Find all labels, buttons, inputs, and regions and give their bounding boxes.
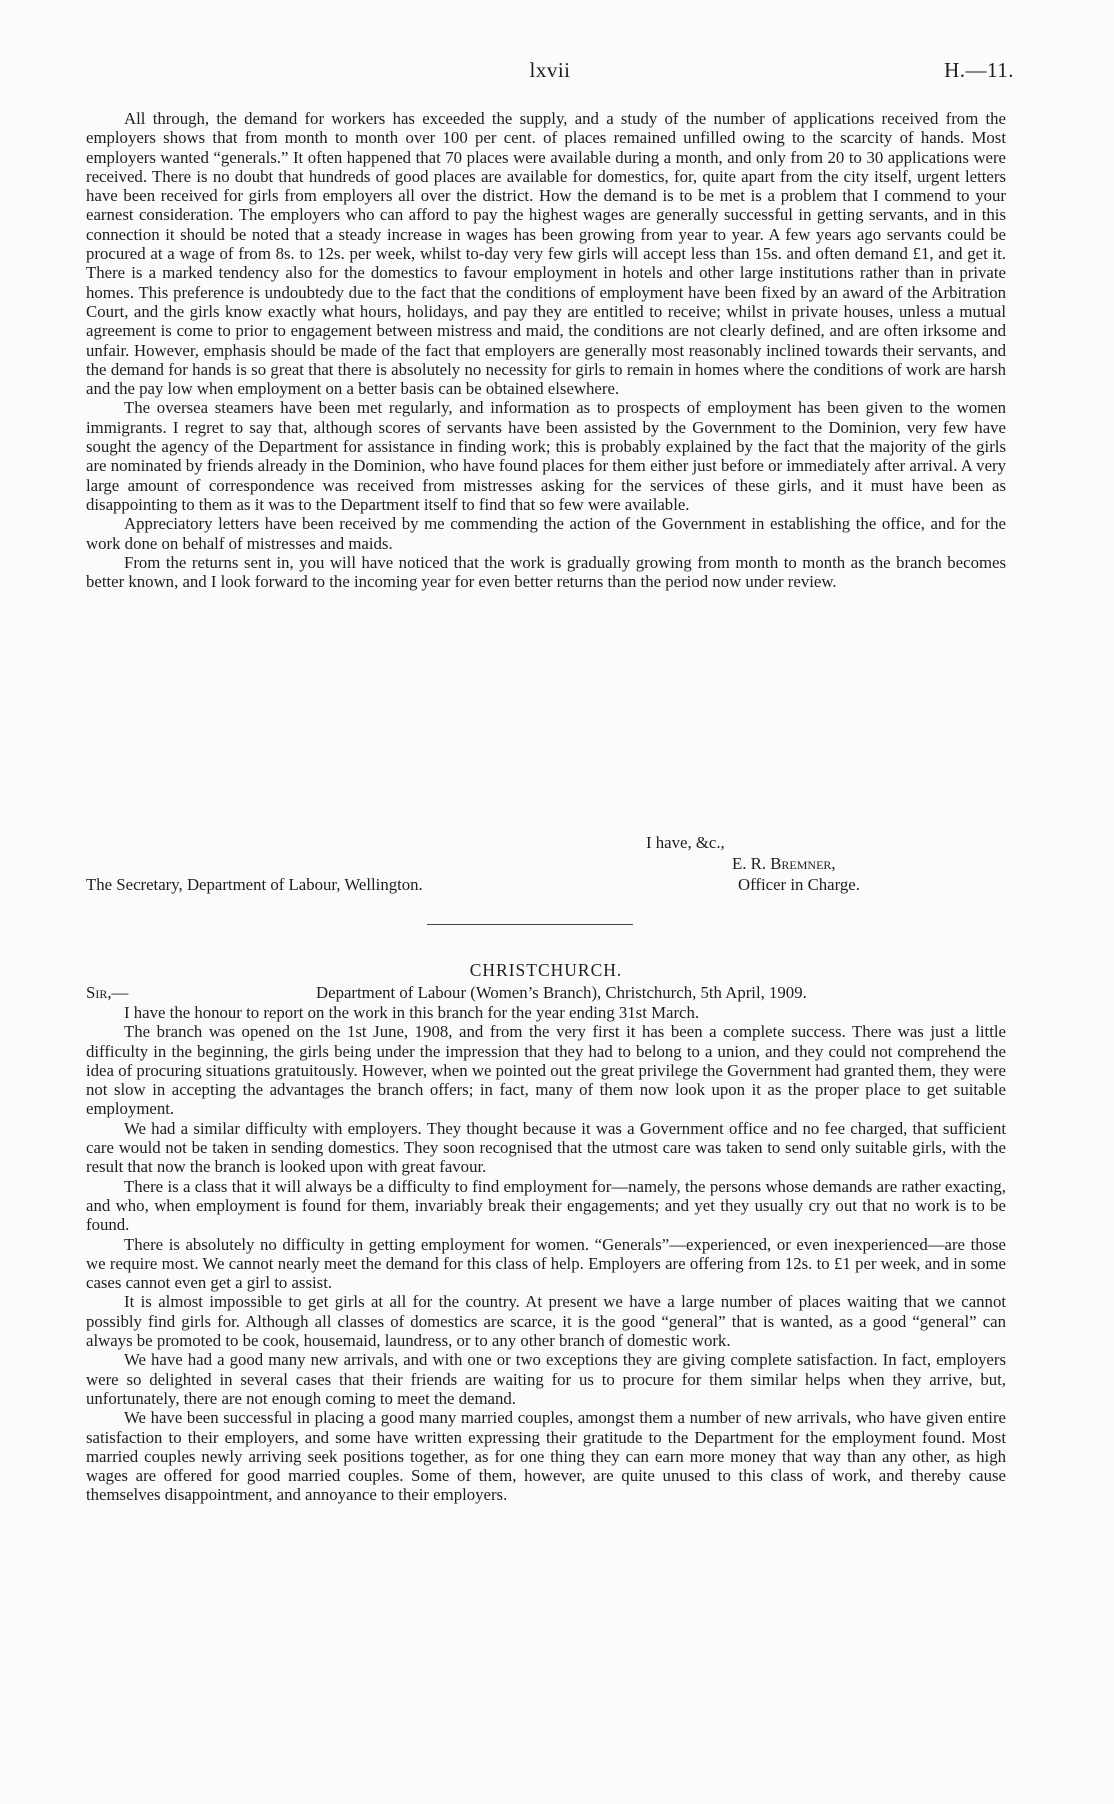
signer-title: Officer in Charge. [738, 875, 860, 894]
wellington-report-body [86, 109, 1006, 591]
page-number: lxvii [529, 58, 571, 82]
paragraph: We have been successful in placing a good many married couples, amongst them a number of new arrivals, who have given entire satisfaction to their employers, and some have written expressing their gratitude to the Department for the employment found. Most married couples newly arriving seek positions together, as for one thing they can earn more money that way than any other, as high wages are offered for good married couples. Some of them, however, are quite unused to this class of work, and thereby cause themselves disappointment, and annoyance to their employers. [86, 1408, 1006, 1505]
section-divider [427, 924, 633, 925]
salutation: Sir,— [86, 983, 129, 1002]
running-head [86, 58, 1014, 88]
paragraph: All through, the demand for workers has exceeded the supply, and a study of the number of applications received from the employers shows that from month to month over 100 per cent. of places remained unfilled owing to the scarcity of hands. Most employers wanted “generals.” It often happened that 70 places were available during a month, and only from 20 to 30 applications were received. There is no doubt that hundreds of good places are available for domestics, for, quite apart from the city itself, urgent letters have been received for girls from employers all over the district. How the demand is to be met is a problem that I commend to your earnest consideration. The employers who can afford to pay the highest wages are generally successful in getting servants, and in this connection it should be noted that a steady increase in wages has been growing from year to year. A few years ago servants could be procured at a wage of from 8s. to 12s. per week, whilst to-day very few girls will accept less than 15s. and often demand £1, and get it. There is a marked tendency also for the domestics to favour employment in hotels and other large institutions rather than in private homes. This preference is undoubtedy due to the fact that the conditions of employment have been fixed by an award of the Arbitration Court, and the girls know exactly what hours, holidays, and pay they are entitled to receive; whilst in private houses, unless a mutual agreement is come to prior to engagement between mistress and maid, the conditions are not clearly defined, and are often irksome and unfair. However, emphasis should be made of the fact that employers are generally most reasonably inclined towards their servants, and the demand for hands is so great that there is absolutely no necessity for girls to remain in homes where the conditions of work are harsh and the pay low when employment on a better basis can be obtained elsewhere. [86, 109, 1006, 399]
section-heading: CHRISTCHURCH. [469, 960, 623, 980]
signer-surname: Bremner, [770, 854, 836, 873]
dateline: Department of Labour (Women’s Branch), Christchurch, 5th April, 1909. [316, 983, 807, 1002]
paragraph: We had a similar difficulty with employers. They thought because it was a Government office and no fee charged, that sufficient care would not be taken in sending domestics. They soon recognised that the utmost care was taken to send only suitable girls, with the result that now the branch is looked upon with great favour. [86, 1118, 1006, 1177]
paragraph: Appreciatory letters have been received by me commending the action of the Government in establishing the office, and for the work done on behalf of mistresses and maids. [86, 514, 1006, 553]
paragraph: From the returns sent in, you will have noticed that the work is gradually growing from month to month as the branch becomes better known, and I look forward to the incoming year for even better returns than the period now under review. [86, 552, 1006, 592]
signer-initials: E. R. [732, 854, 771, 873]
paragraph: We have had a good many new arrivals, and with one or two exceptions they are giving complete satisfaction. In fact, employers were so delighted in several cases that their friends are waiting for us to procure for them similar helps when they arrive, but, unfortunately, there are not enough coming to meet the demand. [86, 1350, 1006, 1408]
paragraph: It is almost impossible to get girls at all for the country. At present we have a large number of places waiting that we cannot possibly find girls for. Although all classes of domestics are scarce, it is the good “general” that is wanted, as a good “general” can always be promoted to be cook, housemaid, laundress, or to any other branch of domestic work. [86, 1292, 1006, 1351]
document-reference: H.—11. [944, 58, 1014, 82]
paragraph: The branch was opened on the 1st June, 1908, and from the very first it has been a complete success. There was just a little difficulty in the beginning, the girls being under the impression that they had to belong to a union, and they could not comprehend the idea of procuring situations gratuitously. However, when we pointed out the great privilege the Government had granted them, they were not slow in accepting the advantages the branch offers; in fact, many of them now look upon it as the proper place to get suitable employment. [86, 1022, 1006, 1119]
closing-phrase: I have, &c., [646, 833, 725, 852]
paragraph: There is absolutely no difficulty in getting employment for women. “Generals”—experienced, or even inexperienced—are those we require most. We cannot nearly meet the demand for this class of help. Employers are offering from 12s. to £1 per week, and in some cases cannot even get a girl to assist. [86, 1234, 1006, 1293]
addressee: The Secretary, Department of Labour, Wellington. [86, 875, 423, 894]
paragraph: The oversea steamers have been met regularly, and information as to prospects of employment has been given to the women immigrants. I regret to say that, although scores of servants have been assisted by the Government to the Dominion, very few have sought the agency of the Department for assistance in finding work; this is probably explained by the fact that the majority of the girls are nominated by friends already in the Dominion, who have found places for them either just before or immediately after arrival. A very large amount of correspondence was received from mistresses asking for the services of these girls, and it must have been as disappointing to them as it was to the Department itself to find that so few were available. [86, 398, 1006, 514]
signer-name [732, 854, 836, 874]
paragraph: There is a class that it will always be a difficulty to find employment for—namely, the persons whose demands are rather exacting, and who, when employment is found for them, invariably break their engagements; and yet they usually cry out that no work is to be found. [86, 1176, 1006, 1235]
paragraph: I have the honour to report on the work in this branch for the year ending 31st March. [124, 1003, 700, 1022]
christchurch-report-body [86, 1003, 1006, 1505]
